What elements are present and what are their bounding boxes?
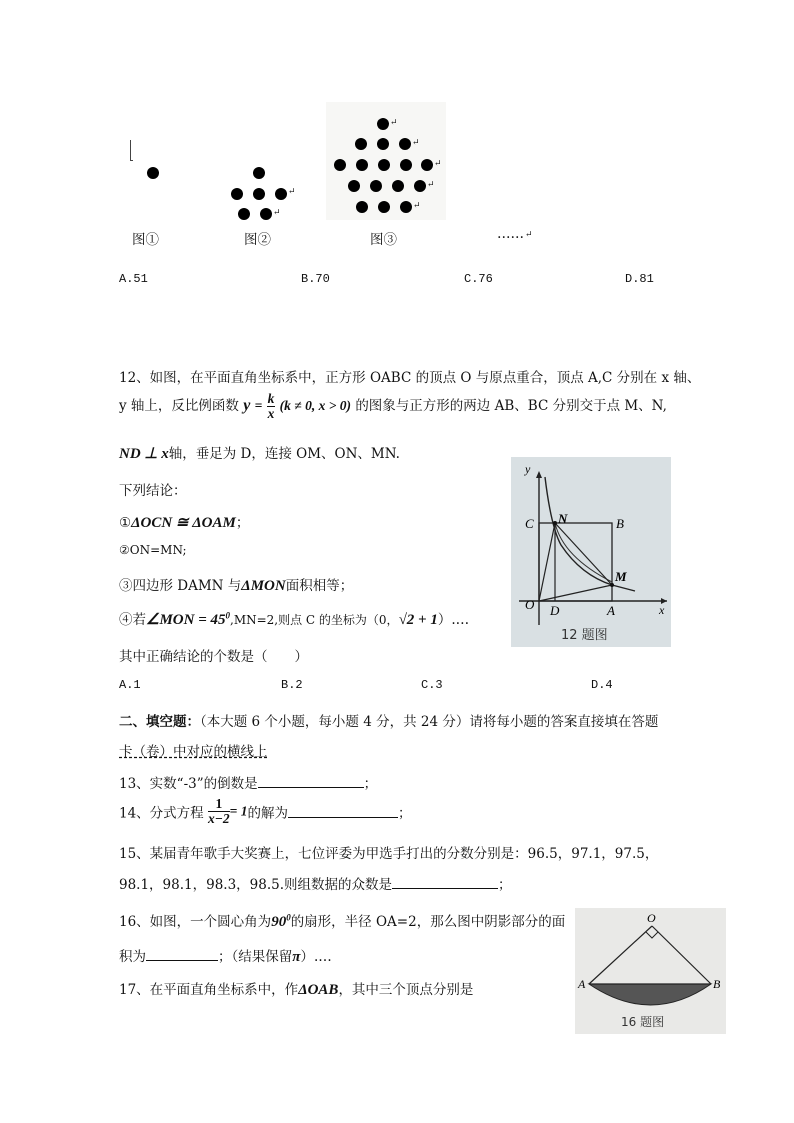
dot [253,167,265,179]
q15-answer-blank[interactable] [392,876,498,889]
figure-12-caption: 12 题图 [561,628,608,643]
q12-question: 其中正确结论的个数是（ ） [119,649,308,665]
equals-sign: = [254,398,263,413]
q12-line-3 [119,442,400,463]
dot [355,138,367,150]
conclusions-lead: 下列结论： [119,483,187,499]
function-y: y [243,397,251,414]
figure-12 [511,457,671,647]
q16-line-1-post: 的扇形，半径 OA=2，那么图中阴影部分的面 [290,914,566,930]
label-d: D [550,603,560,618]
conclusion-1-number: ① [119,515,132,531]
dot [377,138,389,150]
q12-line-2-post: 的图象与正方形的两边 AB、BC 分别交于点 M、N, [355,398,667,414]
dot [421,159,433,171]
q12-option-d: D.4 [591,678,613,692]
option-a: A.51 [119,272,148,286]
q16-angle-sup: 0 [286,912,291,923]
figure-16 [575,908,726,1034]
label-n: N [558,511,568,526]
dot [147,167,159,179]
conclusion-3-end: 面积相等； [285,578,354,594]
point-m [610,583,614,587]
dot [356,201,368,213]
q17-post: ，其中三个顶点分别是 [338,982,474,998]
section-2-heading [119,710,658,730]
return-mark: ↵ [412,138,420,148]
conclusion-4 [119,608,469,629]
congruence-expression: ΔOCN ≅ ΔOAM [131,515,236,531]
conclusion-1-end: ； [235,515,250,531]
figure-12-graph [511,457,671,647]
dot [378,159,390,171]
label-a: A [607,603,615,618]
q16-pi: π [292,949,301,965]
angle-mon: ∠MON = 45 [146,612,226,628]
q14-post: 的解为 [247,805,288,822]
function-fraction [267,392,276,421]
root-expression: √2 + 1 [398,612,438,628]
dot [370,180,382,192]
dot [399,138,411,150]
segment-oa [589,926,652,984]
q16-line-1-pre: 16、如图，一个圆心角为 [119,914,272,930]
q12-line-3-text: 轴，垂足为 D，连接 OM、ON、MN. [168,446,400,462]
option-c: C.76 [464,272,493,286]
label-b: B [713,977,721,991]
figure-16-graph [575,908,726,1034]
figure-16-caption: 16 题图 [621,1015,665,1029]
label-x: x [659,603,665,617]
q15-line-1: 15、某届青年歌手大奖赛上，七位评委为甲选手打出的分数分别是：96.5，97.1，97.5， [119,846,659,862]
question-14 [119,797,412,826]
segment-om [539,585,612,601]
conclusion-4-end: ）.… [437,612,470,628]
q13-answer-blank[interactable] [258,775,364,788]
fraction-denominator: x [267,406,275,421]
return-mark: ↵ [434,159,442,169]
corner-mark [130,140,133,161]
q16-line-2-mid: ；（结果保留 [218,949,293,965]
q16-line-2-pre: 积为 [119,949,146,965]
figure-label-2: 图② [244,232,271,248]
figure-label-3: 图③ [370,232,397,248]
perpendicular-expression: ND ⊥ x [119,446,169,462]
return-mark: ↵ [525,230,533,240]
segment-ob [652,926,711,984]
question-17 [119,978,473,999]
q12-line-2-text: y 轴上，反比例函数 [119,398,239,414]
label-o: O [647,911,656,925]
q13-text: 13、实数“-3”的倒数是 [119,776,258,792]
conclusion-2: ②ON=MN; [119,543,187,557]
q17-triangle: ΔOAB [298,982,339,998]
dot [356,159,368,171]
q13-end: ； [363,776,378,792]
return-mark: ↵ [288,187,296,197]
return-mark: ↵ [427,180,435,190]
dot [400,159,412,171]
label-b: B [616,516,624,531]
conclusion-1 [119,511,249,532]
y-axis-arrow [536,471,542,478]
fraction-numerator: k [267,391,275,406]
section-2-line-2: 卡（卷）中对应的横线上 [119,744,268,760]
option-d: D.81 [625,272,654,286]
q16-line-1 [119,910,565,931]
q12-option-c: C.3 [421,678,443,692]
function-condition: (k ≠ 0, x > 0) [279,398,352,413]
right-angle-mark [646,932,658,938]
q15-end: ； [498,877,512,893]
q14-numerator: 1 [208,797,230,812]
label-a: A [578,977,586,991]
q14-fraction [208,797,230,826]
q14-answer-blank[interactable] [288,805,398,818]
ellipsis: …… [497,226,524,242]
segment-on [539,523,555,601]
dot [275,188,287,200]
q14-pre: 14、分式方程 [119,805,204,822]
q14-equals: = 1 [229,803,248,819]
dot [231,188,243,200]
dot [260,208,272,220]
dot [348,180,360,192]
q15-line-2 [119,873,512,893]
degree-sup: 0 [225,610,230,621]
point-n [553,521,557,525]
option-b: B.70 [301,272,330,286]
shaded-segment [589,984,711,1005]
conclusion-3-text: ③四边形 DAMN 与 [119,578,242,594]
q16-angle: 90 [271,914,287,930]
return-mark: ↵ [390,118,398,128]
dot [392,180,404,192]
q14-denominator: x−2 [207,811,230,826]
q12-line-2 [119,392,667,421]
section-heading-text: （本大题 6 个小题，每小题 4 分，共 24 分）请将每小题的答案直接填在答题 [200,714,659,730]
dot [414,180,426,192]
dot [238,208,250,220]
dot [400,201,412,213]
dot [378,201,390,213]
q16-answer-blank[interactable] [146,948,218,961]
return-mark: ↵ [273,208,281,218]
label-y: y [525,462,531,476]
q16-line-2 [119,945,332,966]
q14-end: ； [398,805,412,822]
return-mark: ↵ [413,201,421,211]
q17-pre: 17、在平面直角坐标系中，作 [119,982,299,998]
segment-mn [555,523,612,585]
q16-line-2-post: ）.… [300,949,332,965]
conclusion-4-text: ④若 [119,612,146,628]
q12-option-b: B.2 [281,678,303,692]
q15-line-2-text: 98.1，98.1，98.3，98.5.则组数据的众数是 [119,877,393,893]
triangle-mon: ΔMON [241,578,286,594]
dot [377,118,389,130]
conclusion-4-mid: ,MN=2,则点 C 的坐标为（0， [230,613,399,627]
figure-label-1: 图① [132,232,159,248]
conclusion-3 [119,574,353,595]
section-heading-label: 二、填空题： [119,714,200,730]
q12-line-1: 12、如图，在平面直角坐标系中，正方形 OABC 的顶点 O 与原点重合，顶点 A,C 分别在 x 轴、 [119,370,701,386]
label-c: C [525,516,534,531]
question-13 [119,772,377,792]
dot [334,159,346,171]
dot [253,188,265,200]
label-o: O [525,597,535,612]
label-m: M [615,569,627,584]
q12-option-a: A.1 [119,678,141,692]
